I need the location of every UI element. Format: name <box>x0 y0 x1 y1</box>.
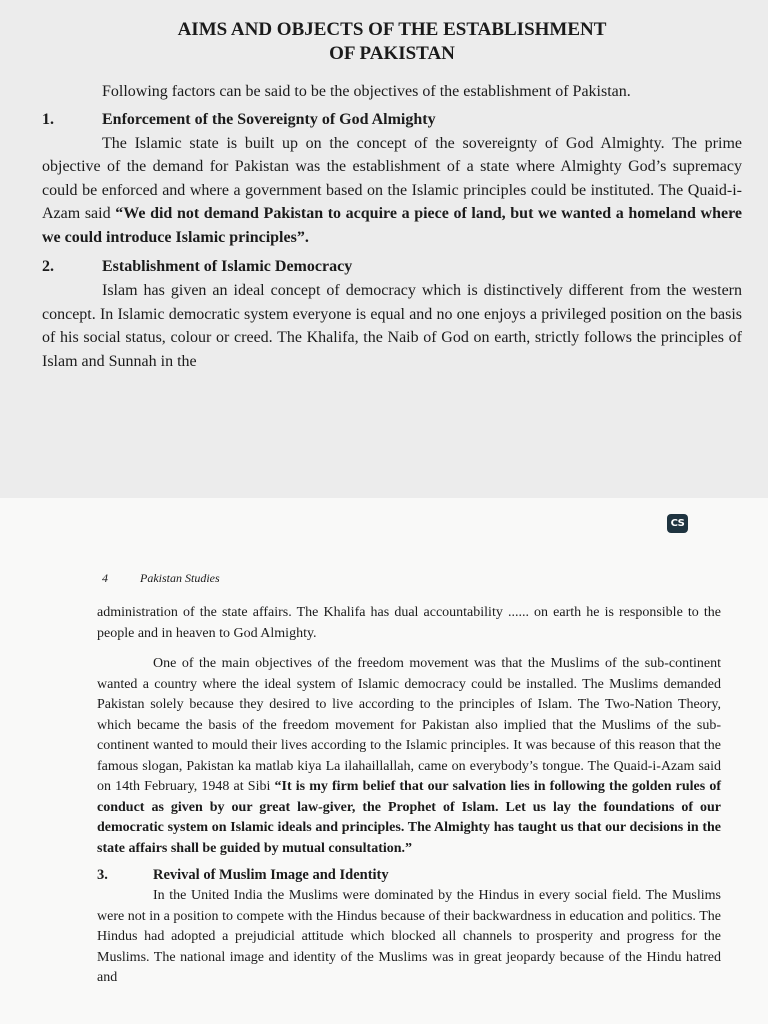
section-2-title: Establishment of Islamic Democracy <box>102 258 353 275</box>
sibi-quote: “It is my firm belief that our salvation lies in following the golden rules of conduct as given by our great law-giver, the Prophet of Islam. Let us lay the foundations of our democratic system on Islamic ideals and principles. The Almighty has taught us that our decisions in the state affairs shall be guided by mutual consultation.” <box>97 779 722 856</box>
continued-paragraph: administration of the state affairs. The Khalifa has dual accountability ...... on earth he is responsible to the people and in heaven to God Almighty. <box>97 605 721 641</box>
section-3-paragraph: In the United India the Muslims were dominated by the Hindus in every social field. The Muslims were not in a position to compete with the Hindus because of their backwardness in education and politics. The Hindus had adopted a prejudicial attitude which blocked all channels to prosperity and progress for the Muslims. The national image and identity of the Muslims was in great jeopardy because of the Hindu hatred and <box>97 888 721 985</box>
section-3-heading <box>97 865 721 886</box>
freedom-movement-text: One of the main objectives of the freedom movement was that the Muslims of the sub-continent wanted a country where the ideal system of Islamic democracy could be installed. The Muslims demanded Pakistan solely because they desired to live according to the principles of Islam. The Two-Nation Theory, which became the basis of the freedom movement for Pakistan also implied that the Muslims of the sub-continent wanted to mould their lives according to the Islamic principles. It was because of this reason that the famous slogan, Pakistan ka matlab kiya La ilahaillallah, came on everybody’s tongue. The Quaid-i-Azam said on 14th February, 1948 at Sibi <box>97 656 721 794</box>
section-2-heading <box>42 255 742 279</box>
scanned-page-top <box>0 0 768 498</box>
page-number: 4 <box>102 571 108 585</box>
section-1-quote: “We did not demand Pakistan to acquire a piece of land, but we wanted a homeland where we could introduce Islamic principles”. <box>42 205 742 246</box>
section-3-title: Revival of Muslim Image and Identity <box>153 867 389 883</box>
section-1-title: Enforcement of the Sovereignty of God Almighty <box>102 110 436 128</box>
title-line-1: AIMS AND OBJECTS OF THE ESTABLISHMENT <box>177 19 607 40</box>
section-1-paragraph <box>42 132 742 250</box>
section-1-number: 1. <box>42 110 54 128</box>
page-2-body <box>97 603 721 989</box>
intro-paragraph: Following factors can be said to be the objectives of the establishment of Pakistan. <box>102 83 631 100</box>
section-2-number: 2. <box>42 258 54 275</box>
running-header <box>102 571 220 586</box>
page-title <box>42 18 742 66</box>
title-line-2: OF PAKISTAN <box>329 43 455 64</box>
freedom-movement-paragraph <box>97 654 721 859</box>
section-1-heading <box>42 108 742 132</box>
section-2-paragraph: Islam has given an ideal concept of democracy which is distinctively different from the western concept. In Islamic democratic system everyone is equal and no one enjoys a privileged position on the basis of his social status, colour or creed. The Khalifa, the Naib of God on earth, strictly follows the principles of Islam and Sunnah in the <box>42 282 742 370</box>
book-title: Pakistan Studies <box>140 571 220 585</box>
section-3-number: 3. <box>97 867 108 883</box>
section-1-text: The Islamic state is built up on the concept of the sovereignty of God Almighty. The prime objective of the demand for Pakistan was the establishment of a state where Almighty God’s supremacy could be enforced and where a government based on the Islamic principles could be instituted. The Quaid-i-Azam said <box>42 134 742 222</box>
camscanner-logo-icon: CS <box>667 514 688 533</box>
